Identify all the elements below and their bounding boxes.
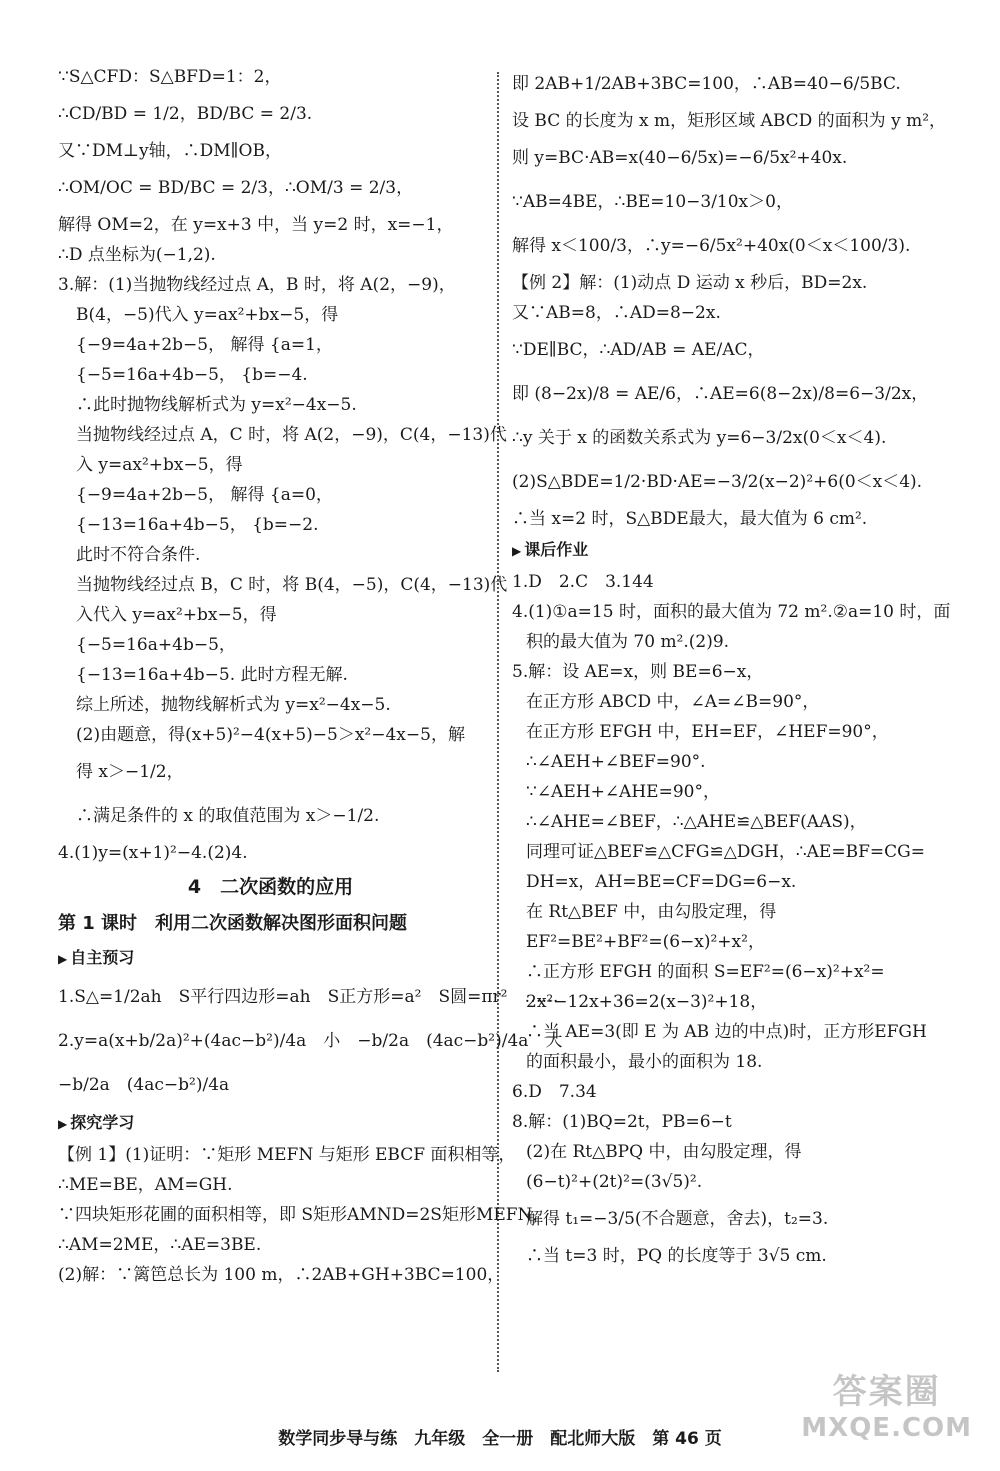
- text-line: ∵∠AEH+∠AHE=90°，: [526, 782, 720, 802]
- text-line: {−13=16a+4b−5， {b=−2.: [76, 515, 319, 535]
- right-lines: [512, 62, 952, 1271]
- text-line: 得 x＞−1/2，: [76, 762, 184, 782]
- text-line: 即 (8−2x)/8 = AE/6，∴AE=6(8−2x)/8=6−3/2x，: [512, 384, 929, 404]
- text-line: ∵S△CFD：S△BFD=1：2，: [58, 67, 282, 87]
- text-line: 6.D 7.34: [512, 1082, 597, 1102]
- text-line: 又∵DM⊥y轴，∴DM∥OB，: [58, 141, 282, 161]
- text-line: ∴满足条件的 x 的取值范围为 x＞−1/2.: [76, 806, 380, 826]
- text-line: ∴D 点坐标为(−1,2).: [58, 245, 216, 265]
- text-line: 即 2AB+1/2AB+3BC=100，∴AB=40−6/5BC.: [512, 74, 901, 94]
- text-line: B(4，−5)代入 y=ax²+bx−5，得: [76, 305, 339, 325]
- text-line: ∴正方形 EFGH 的面积 S=EF²=(6−x)²+x²=: [526, 962, 885, 982]
- text-line: ∴∠AHE=∠BEF，∴△AHE≌△BEF(AAS)，: [526, 812, 867, 832]
- watermark-en: MXQE.COM: [801, 1413, 972, 1443]
- section-heading: ▶ 课后作业: [512, 540, 589, 559]
- text-line: 设 BC 的长度为 x m，矩形区域 ABCD 的面积为 y m²，: [512, 111, 947, 131]
- text-line: ∴AM=2ME，∴AE=3BE.: [58, 1235, 262, 1255]
- text-line: ∴当 AE=3(即 E 为 AB 边的中点)时，正方形EFGH: [526, 1022, 927, 1042]
- text-line: {−5=16a+4b−5，: [76, 635, 236, 655]
- triangle-bullet-icon: ▶: [58, 952, 68, 966]
- text-line: (2)由题意，得(x+5)²−4(x+5)−5＞x²−4x−5，解: [76, 725, 465, 745]
- text-line: 2x²−12x+36=2(x−3)²+18，: [526, 992, 768, 1012]
- text-line: −b/2a (4ac−b²)/4a: [58, 1075, 230, 1095]
- text-line: 综上所述，抛物线解析式为 y=x²−4x−5.: [76, 695, 391, 715]
- text-line: {−9=4a+2b−5， 解得 {a=1，: [76, 335, 333, 355]
- text-line: 在正方形 EFGH 中，EH=EF，∠HEF=90°，: [526, 722, 889, 742]
- text-line: 积的最大值为 70 m².(2)9.: [526, 632, 730, 652]
- text-line: 4.(1)y=(x+1)²−4.(2)4.: [58, 843, 248, 863]
- text-line: 8.解：(1)BQ=2t，PB=6−t: [512, 1112, 732, 1132]
- text-line: (6−t)²+(2t)²=(3√5)².: [526, 1172, 703, 1192]
- triangle-bullet-icon: ▶: [58, 1117, 68, 1131]
- text-line: ∵四块矩形花圃的面积相等，即 S矩形AMND=2S矩形MEFN，: [58, 1205, 550, 1225]
- text-line: 又∵AB=8，∴AD=8−2x.: [512, 303, 721, 323]
- section-heading: ▶ 探究学习: [58, 1113, 135, 1132]
- watermark-cn: 答案圈: [832, 1372, 941, 1412]
- text-line: ∴∠AEH+∠BEF=90°.: [526, 752, 706, 772]
- text-line: 入代入 y=ax²+bx−5，得: [76, 605, 277, 625]
- left-lines: [58, 62, 508, 868]
- text-line: 2.y=a(x+b/2a)²+(4ac−b²)/4a 小 −b/2a (4ac−b²)/4a 大: [58, 1031, 563, 1051]
- column-divider: [497, 72, 499, 1372]
- text-line: 【例 1】(1)证明：∵矩形 MEFN 与矩形 EBCF 面积相等，: [58, 1145, 516, 1165]
- text-line: 4.(1)①a=15 时，面积的最大值为 72 m².②a=10 时，面: [512, 602, 951, 622]
- text-line: 解得 t₁=−3/5(不合题意，舍去)，t₂=3.: [526, 1209, 829, 1229]
- text-line: 在正方形 ABCD 中，∠A=∠B=90°，: [526, 692, 820, 712]
- text-line: 3.解：(1)当抛物线经过点 A，B 时，将 A(2，−9)，: [58, 275, 456, 295]
- text-line: 入 y=ax²+bx−5，得: [76, 455, 243, 475]
- text-line: ∵DE∥BC，∴AD/AB = AE/AC，: [512, 340, 765, 360]
- text-line: ∴当 t=3 时，PQ 的长度等于 3√5 cm.: [526, 1246, 827, 1266]
- text-line: 的面积最小，最小的面积为 18.: [526, 1052, 763, 1072]
- page-footer: 数学同步导与练 九年级 全一册 配北师大版 第 46 页: [278, 1429, 722, 1449]
- text-line: {−5=16a+4b−5， {b=−4.: [76, 365, 308, 385]
- text-line: 当抛物线经过点 A，C 时，将 A(2，−9)，C(4，−13)代: [76, 425, 507, 445]
- text-line: {−9=4a+2b−5， 解得 {a=0，: [76, 485, 333, 505]
- text-line: 同理可证△BEF≌△CFG≌△DGH，∴AE=BF=CG=: [526, 842, 925, 862]
- text-line: ∴OM/OC = BD/BC = 2/3，∴OM/3 = 2/3，: [58, 178, 414, 198]
- text-line: 在 Rt△BEF 中，由勾股定理，得: [526, 902, 777, 922]
- text-line: 5.解：设 AE=x，则 BE=6−x，: [512, 662, 764, 682]
- text-line: ∴此时抛物线解析式为 y=x²−4x−5.: [76, 395, 357, 415]
- text-line: EF²=BE²+BF²=(6−x)²+x²，: [526, 932, 765, 952]
- text-line: ∴ME=BE，AM=GH.: [58, 1175, 233, 1195]
- section-heading: ▶ 自主预习: [58, 948, 135, 967]
- watermark-logo: [801, 1364, 972, 1443]
- right-column: [512, 62, 952, 1271]
- text-line: 则 y=BC·AB=x(40−6/5x)=−6/5x²+40x.: [512, 148, 848, 168]
- text-line: 此时不符合条件.: [76, 545, 201, 565]
- triangle-bullet-icon: ▶: [512, 544, 522, 558]
- lesson-title: 第 1 课时 利用二次函数解决图形面积问题: [58, 913, 408, 934]
- text-line: 当抛物线经过点 B，C 时，将 B(4，−5)，C(4，−13)代: [76, 575, 508, 595]
- section-title: 4 二次函数的应用: [187, 876, 354, 898]
- text-line: ∵AB=4BE，∴BE=10−3/10x＞0，: [512, 192, 793, 212]
- text-line: 解得 x＜100/3，∴y=−6/5x²+40x(0＜x＜100/3).: [512, 236, 911, 256]
- text-line: (2)解：∵篱笆总长为 100 m，∴2AB+GH+3BC=100，: [58, 1265, 505, 1285]
- text-line: ∴y 关于 x 的函数关系式为 y=6−3/2x(0＜x＜4).: [512, 428, 887, 448]
- text-line: 1.D 2.C 3.144: [512, 572, 654, 592]
- text-line: ∴当 x=2 时，S△BDE最大，最大值为 6 cm².: [512, 509, 868, 529]
- text-line: (2)在 Rt△BPQ 中，由勾股定理，得: [526, 1142, 802, 1162]
- text-line: DH=x，AH=BE=CF=DG=6−x.: [526, 872, 797, 892]
- text-line: 解得 OM=2，在 y=x+3 中，当 y=2 时，x=−1，: [58, 215, 454, 235]
- text-line: ∴CD/BD = 1/2，BD/BC = 2/3.: [58, 104, 313, 124]
- text-line: (2)S△BDE=1/2·BD·AE=−3/2(x−2)²+6(0＜x＜4).: [512, 472, 923, 492]
- text-line: 1.S△=1/2ah S平行四边形=ah S正方形=a² S圆=πr² ……: [58, 987, 559, 1007]
- text-line: {−13=16a+4b−5. 此时方程无解.: [76, 665, 348, 685]
- text-line: 【例 2】解：(1)动点 D 运动 x 秒后，BD=2x.: [512, 273, 868, 293]
